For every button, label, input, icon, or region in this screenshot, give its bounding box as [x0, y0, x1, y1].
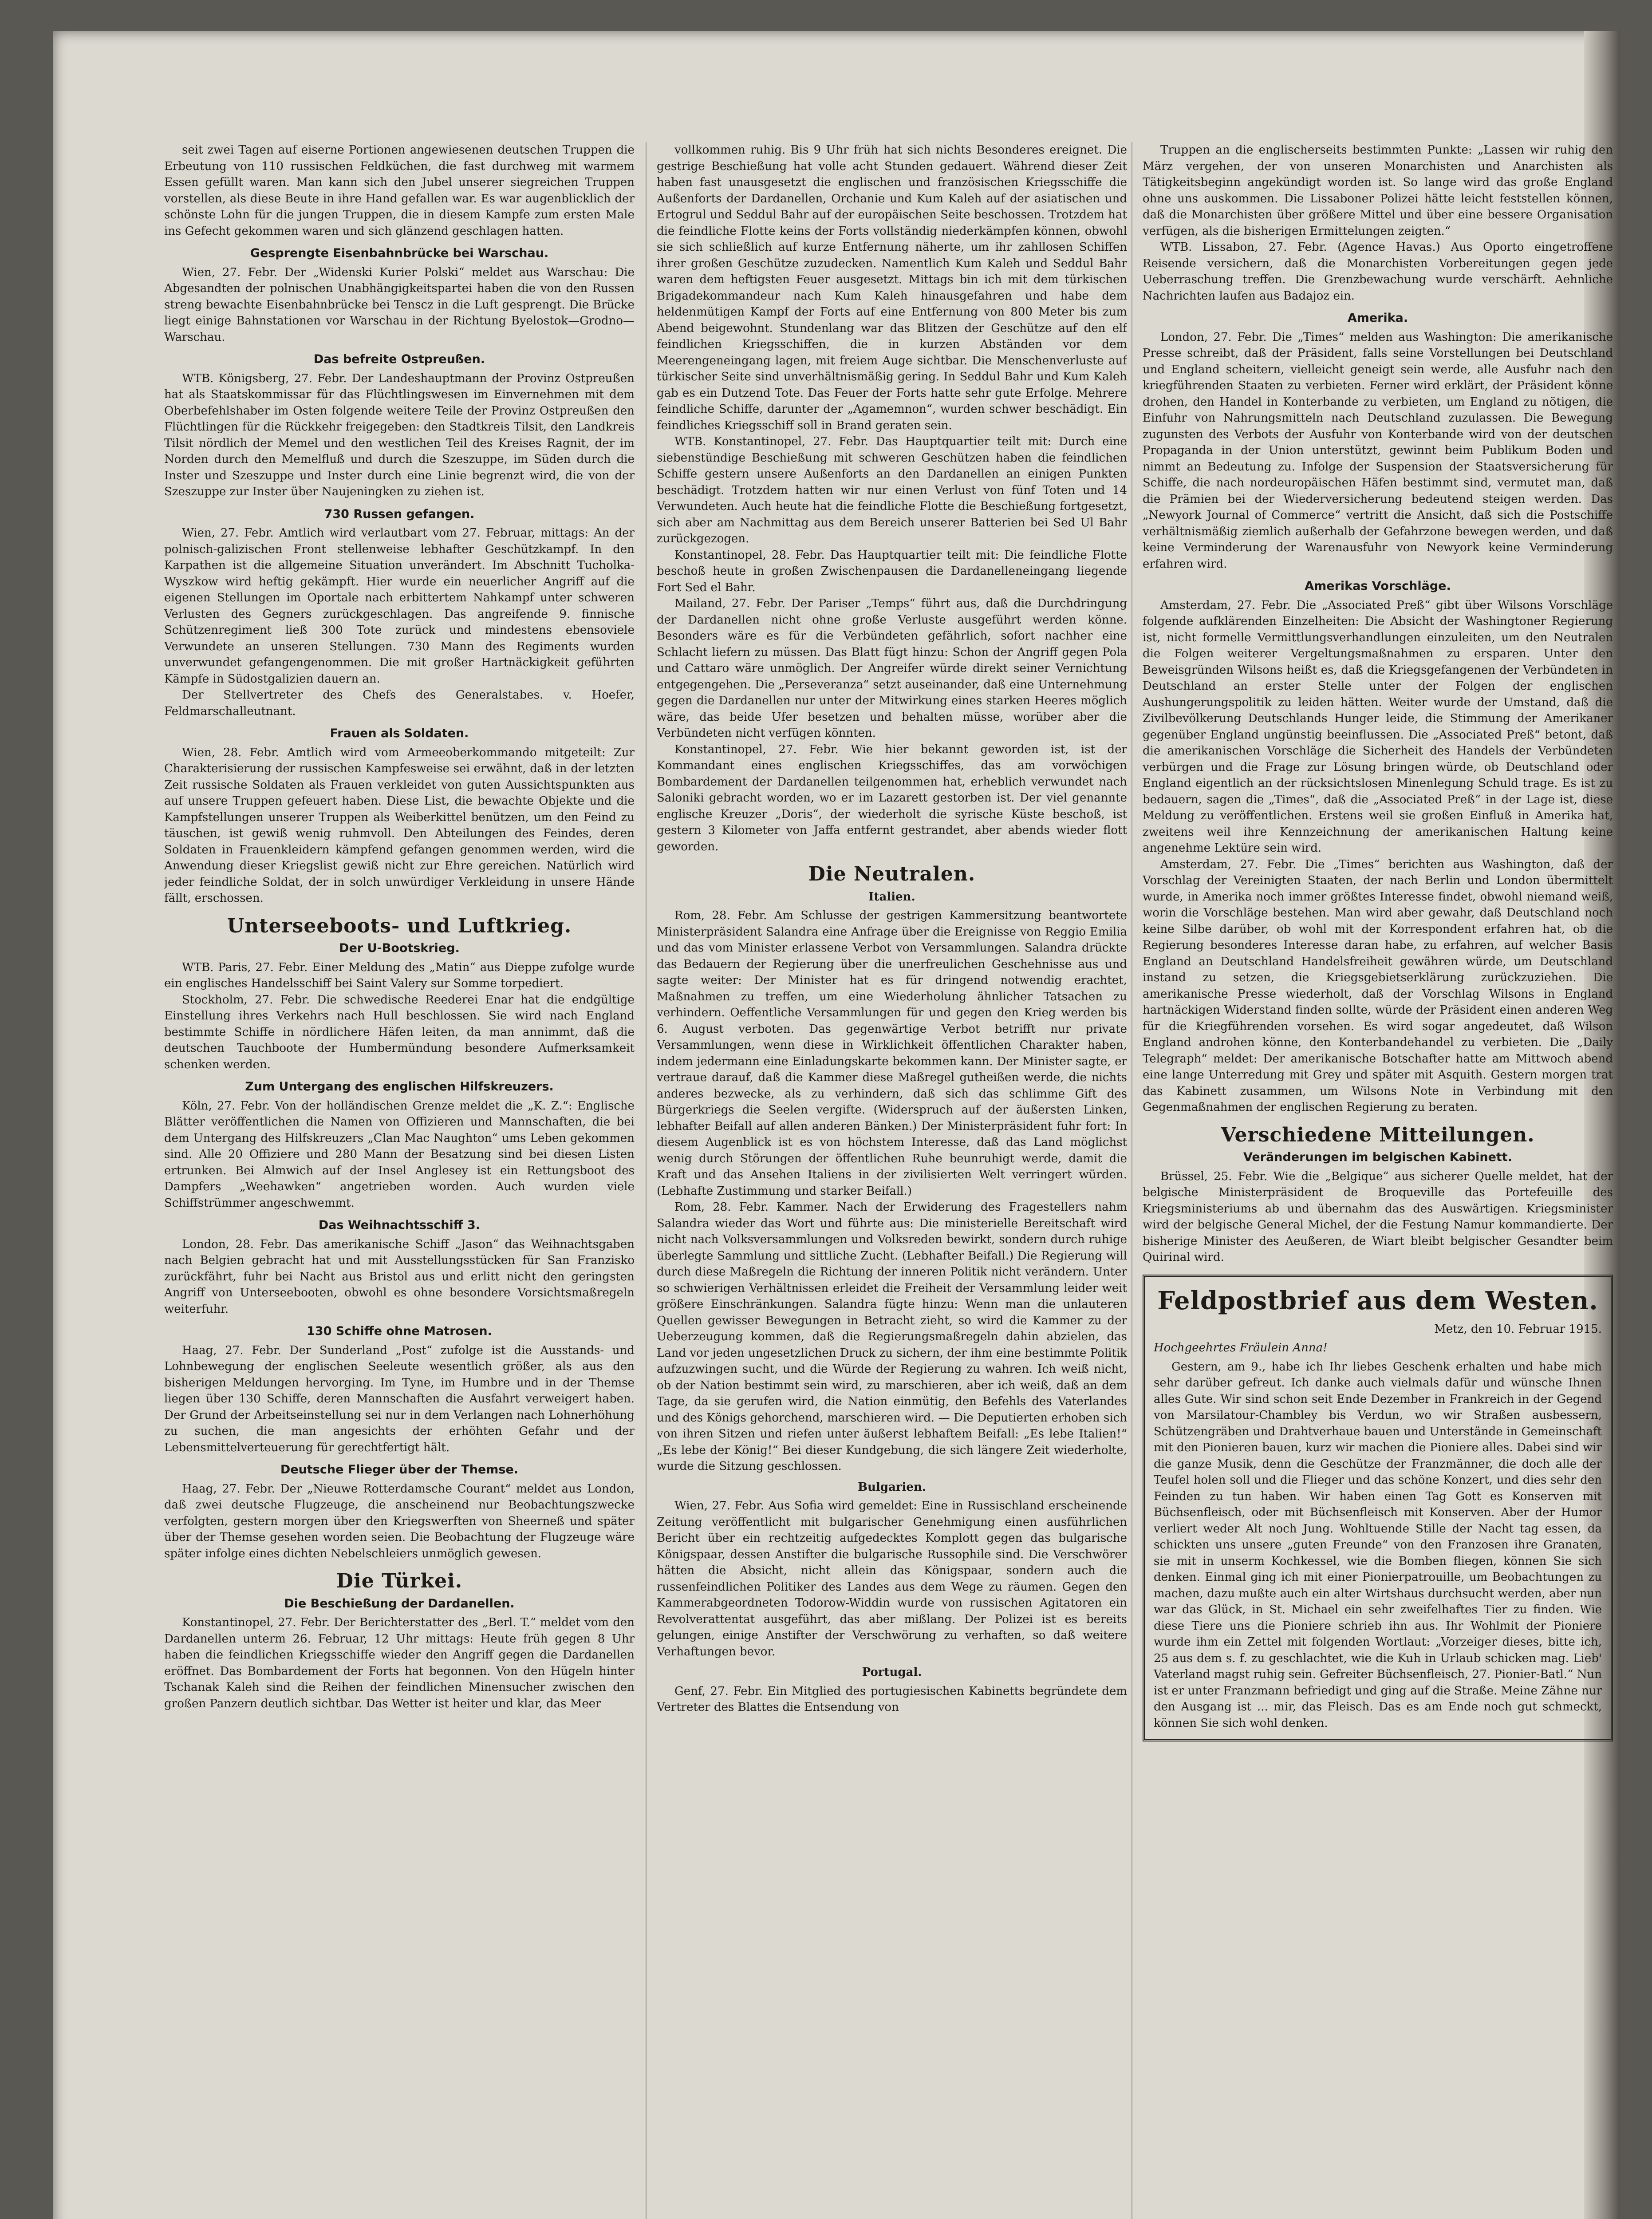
paragraph: Wien, 27. Febr. Amtlich wird verlautbart vom 27. Februar, mittags: An der polnisch-galizischen Front stellenweise lebhafter Geschützkampf. In den Karpathen ist die allgemeine Situation unverändert. Im Abschnitt Tucholka-Wyszkow wird heftig gekämpft. Hier wurde ein neuerlicher Angriff auf die eigenen Stellungen im Oportale nach erbittertem Nahkampf unter schweren Verlusten des Gegners zurückgeschlagen. Das angreifende 9. finnische Schützenregiment ließ 300 Tote zurück und mindestens ebensoviele Verwundete an unseren Stellungen. 730 Mann des Regiments wurden unverwundet gefangengenommen. Die mit großer Hartnäckigkeit geführten Kämpfe in Südostgalizien dauern an. — [164, 526, 635, 686]
article-heading: 730 Russen gefangen. — [324, 507, 475, 521]
paragraph: Rom, 28. Febr. Am Schlusse der gestrigen Kammersitzung beantwortete Ministerpräsident Salandra eine Anfrage über die Ereignisse von Reggio Emilia und das vom Minister erlassene Verbot von Versammlungen. Salandra drückte das Bedauern der Regierung über die unerfreulichen Geschehnisse aus und sagte weiter: Der Minister hat es für dringend notwendig erachtet, Maßnahmen zu treffen, um eine Wiederholung ähnlicher Tatsachen zu verhindern. Oeffentliche Versammlungen für und gegen den Krieg werden bis 6. August verboten. Das gegenwärtige Verbot betrifft nur private Versammlungen, wenn diese in Wirklichkeit öffentlichen Charakter haben, indem jedermann eine Einladungskarte bekommen kann. Der Minister sagte, er vertraue darauf, daß die Kammer diese Maßregel gutheißen werde, die nichts anderes bezwecke, als zu verhindern, daß sich das schlimme Gift des Bürgerkriegs die Seelen vergifte. (Widerspruch auf der äußersten Linken, lebhafter Beifall auf allen anderen Bänken.) Der Ministerpräsident fuhr fort: In diesem Augenblick ist es von höchstem Interesse, daß das Land möglichst wenig durch Störungen der öffentlichen Ruhe beunruhigt werde, damit die Kraft und das Ansehen Italiens in der zivilisierten Welt verringert würden. (Lebhafte Zustimmung und starker Beifall.) — [657, 909, 1127, 1198]
paragraph: Amsterdam, 27. Febr. Die „Times“ berichten aus Washington, daß der Vorschlag der Vereinigten Staaten, der nach Berlin und London übermittelt wurde, in Amerika noch immer größtes Interesse findet, obwohl niemand weiß, worin die Vorschläge bestehen. Man wird aber gewahr, daß Deutschland noch keine Silbe darüber, ob wohl mit der Korrespondent erfahren hat, ob die Regierung besonderes Interesse daran habe, zu erfahren, auf welcher Basis England an Deutschland Handelsfreiheit gewähren würde, um Deutschland instand zu setzen, die Kriegsgebietserklärung zurückzuziehen. Die amerikanische Presse wiederholt, daß der Vorschlag Wilsons in England hartnäckigen Widerstand finden sollte, würde der Präsident einen anderen Weg für die Kriegführenden vorsehen. Es wird sogar angedeutet, daß Wilson England androhen könne, den Konterbandehandel zu verbieten. Die „Daily Telegraph“ meldet: Der amerikanische Botschafter hatte am Mittwoch abend eine lange Unterredung mit Grey und später mit Asquith. Gestern morgen trat das Kabinett zusammen, um Wilsons Note in Verbindung mit den Gegenmaßnahmen der englischen Regierung zu beraten. — [1143, 857, 1613, 1114]
article-heading: Gesprengte Eisenbahnbrücke bei Warschau. — [250, 246, 549, 260]
column-rule — [646, 142, 647, 2219]
paragraph: Rom, 28. Febr. Kammer. Nach der Erwiderung des Fragestellers nahm Salandra wieder das Wort und führte aus: Die ministerielle Bereitschaft wird nicht nach Volksversammlungen und Volksreden bewirkt, sondern durch ruhige überlegte Sammlung und sittliche Zucht. (Lebhafter Beifall.) Die Regierung will durch diese Maßregeln die Richtung der inneren Politik nicht verändern. Unter so schwierigen Verhältnissen erleidet die Freiheit der Versammlung leider weit größere Einschränkungen. Salandra fügte hinzu: Wenn man die unlauteren Quellen gewisser Bewegungen in Betracht zieht, so wird die Kammer zu der Ueberzeugung kommen, daß die Regierungsmaßregeln dahin abzielen, das Land vor jeden ungesetzlichen Druck zu sichern, der ihm eine bestimmte Politik aufzuzwingen sucht, und die Würde der Regierung zu wahren. Ich weiß nicht, ob der Nation bestimmt sein wird, zu marschieren, aber ich weiß, daß an dem Tage, da sie gerufen wird, die Nation einmütig, den Befehls des Vaterlandes und des Königs gehorchend, marschieren wird. — Die Deputierten erhoben sich von ihren Sitzen und riefen unter äußerst lebhaftem Beifall: „Es lebe Italien!“ „Es lebe der König!“ Bei dieser Kundgebung, die sich längere Zeit wiederholte, wurde die Sitzung geschlossen. — [657, 1200, 1127, 1473]
column-1 — [164, 142, 635, 2219]
column-2 — [657, 142, 1127, 2219]
paragraph: Wien, 27. Febr. Aus Sofia wird gemeldet: Eine in Russischland erscheinende Zeitung veröffentlicht mit bulgarischer Genehmigung einen ausführlichen Bericht über ein rechtzeitig aufgedecktes Komplott gegen das bulgarische Königspaar, dessen Anstifter die bulgarische Russophile sind. Die Verschwörer hätten die Absicht, nicht allein das Königspaar, sondern auch die russenfeindlichen Politiker des Landes aus dem Wege zu räumen. Gegen den Kammerabgeordneten Todorow-Widdin wurde von russischen Agitatoren ein Revolverattentat ausgeführt, das aber mißlang. Der Polizei ist es bereits gelungen, einige Anstifter der Verschwörung zu verhaften, so daß weitere Verhaftungen bevor. — [657, 1499, 1127, 1658]
paragraph: Amsterdam, 27. Febr. Die „Associated Preß“ gibt über Wilsons Vorschläge folgende aufklärenden Einzelheiten: Die Absicht der Washingtoner Regierung ist, nicht formelle Vermittlungsverhandlungen einzuleiten, um den Neutralen die Folgen weiterer Vergeltungsmaßnahmen zu ersparen. Unter den Beweisgründen Wilsons heißt es, daß die Kriegsgefangenen der Verbündeten in Deutschland an erster Stelle unter der Folgen der englischen Aushungerungspolitik zu leiden hätten. Weiter wurde der Umstand, daß die Zivilbevölkerung Deutschlands Hunger leide, die Stimmung der Amerikaner gegenüber England ungünstig beeinflussen. Die „Associated Preß“ betont, daß die amerikanischen Vorschläge die Sicherheit des Handels der Verbündeten verbürgen und die Frage zur Lösung bringen würde, ob Deutschland oder England eigentlich an der rücksichtslosen Minenlegung Schuld trage. Es ist zu bedauern, sagen die „Times“, daß die „Associated Preß“ in der Lage ist, diese Meldung zu veröffentlichen. Erstens weil sie großen Einfluß in Amerika hat, zweitens weil ihre Kennzeichnung der amerikanischen Haltung keine angenehme Lektüre sein wird. — [1143, 598, 1613, 855]
paragraph: Wien, 28. Febr. Amtlich wird vom Armeeoberkommando mitgeteilt: Zur Charakterisierung der russischen Kampfesweise sei erwähnt, daß in der letzten Zeit russische Soldaten als Frauen verkleidet von guten Aussichtspunkten aus auf unsere Truppen gefeuert haben. Diese List, die bewachte Objekte und die Kampfstellungen unserer Truppen als Weiberkittel benützen, um den Feind zu täuschen, ist gewiß wenig ruhmvoll. Den Abteilungen des Feindes, deren Soldaten in Frauenkleidern kämpfend gefangen genommen werden, wird die Anwendung dieser Kriegslist gewiß nicht zur Ehre gereichen. Natürlich wird jeder feindliche Soldat, der in solch unwürdiger Verkleidung in unsere Hände fällt, erschossen. — [164, 746, 635, 905]
article-heading: 130 Schiffe ohne Matrosen. — [307, 1324, 492, 1338]
section-heading: Die Türkei. — [336, 1570, 463, 1592]
paragraph: Der Stellvertreter des Chefs des Generalstabes. v. Hoefer, Feldmarschalleutnant. — [164, 688, 635, 718]
column-3 — [1143, 142, 1613, 2219]
article-heading: Amerikas Vorschläge. — [1305, 579, 1451, 593]
feldpostbrief-box — [1143, 1275, 1613, 1742]
newspaper-page — [53, 31, 1620, 2219]
paragraph: London, 28. Febr. Das amerikanische Schiff „Jason“ das Weihnachtsgaben nach Belgien gebracht hat und mit Ausstellungsstücken für San Franzisko zurückfährt, fuhr bei Nacht aus Bristol aus und erlitt nicht den geringsten Angriff von Unterseebooten, obwohl es ohne besondere Vorsichtsmaßregeln weiterfuhr. — [164, 1237, 635, 1316]
paragraph: Konstantinopel, 27. Febr. Der Berichterstatter des „Berl. T.“ meldet vom den Dardanellen unterm 26. Februar, 12 Uhr mittags: Heute früh gegen 8 Uhr haben die feindlichen Kriegsschiffe wieder den Angriff gegen die Dardanellen eröffnet. Das Bombardement der Forts hat begonnen. Von den Hügeln hinter Tschanak Kaleh sind die Reihen der feindlichen Minensucher zwischen den großen Panzern deutlich sichtbar. Das Wetter ist heiter und klar, das Meer — [164, 1616, 635, 1710]
article-heading: Bulgarien. — [858, 1480, 926, 1494]
paragraph: Stockholm, 27. Febr. Die schwedische Reederei Enar hat die endgültige Einstellung ihres Verkehrs nach Hull beschlossen. Sie wird nach England bestimmte Schiffe in nördlichere Häfen leiten, da man annimmt, daß die deutschen Tauchboote der Humbermündung besondere Aufmerksamkeit schenken werden. — [164, 993, 635, 1071]
article-heading: Deutsche Flieger über der Themse. — [280, 1463, 519, 1477]
paragraph: Truppen an die englischerseits bestimmten Punkte: „Lassen wir ruhig den März vergehen, der von unseren Monarchisten und Anarchisten als Tätigkeitsbeginn angekündigt worden ist. So lange wird das große England ohne uns auskommen. Die Lissaboner Polizei hätte leicht feststellen können, daß die Monarchisten über größere Mittel und über eine bessere Organisation verfügen, als die bisherigen Ermittelungen zeigten.“ — [1143, 143, 1613, 238]
paragraph: Haag, 27. Febr. Der „Nieuwe Rotterdamsche Courant“ meldet aus London, daß zwei deutsche Flugzeuge, die anscheinend nur Beobachtungszwecke verfolgten, gestern morgen über den Kriegswerften von Sheerneß und später über der Themse gesehen worden seien. Die Beobachtung der Flugzeuge wäre später infolge eines dichten Nebelschleiers unmöglich gewesen. — [164, 1482, 635, 1560]
paragraph: Wien, 27. Febr. Der „Widenski Kurier Polski“ meldet aus Warschau: Die Abgesandten der polnischen Unabhängigkeitspartei haben die von den Russen streng bewachte Eisenbahnbrücke bei Tenscz in die Luft gesprengt. Die Brücke liegt einige Bahnstationen vor Warschau in der Richtung Byelostok—Grodno—Warschau. — [164, 265, 635, 344]
paragraph: Konstantinopel, 27. Febr. Wie hier bekannt geworden ist, ist der Kommandant eines englischen Kriegsschiffes, das am vorwöchigen Bombardement der Dardanellen teilgenommen hat, erheblich verwundet nach Saloniki gebracht worden, wo er im Lazarett gestorben ist. Der viel genannte englische Kreuzer „Doris“, der wiederholt die syrische Küste beschoß, ist gestern 3 Kilometer von Jaffa entfernt gestrandet, aber abends wieder flott geworden. — [657, 742, 1127, 853]
paragraph: seit zwei Tagen auf eiserne Portionen angewiesenen deutschen Truppen die Erbeutung von 110 russischen Feldküchen, die fast durchweg mit warmem Essen gefüllt waren. Man kann sich den Jubel unserer siegreichen Truppen vorstellen, als diese Beute in ihre Hand gefallen war. Es war augenblicklich der schönste Lohn für die jungen Truppen, die in diesem Kampfe zum ersten Male ins Gefecht gekommen waren und sich glänzend geschlagen hatten. — [164, 143, 635, 238]
article-heading: Das Weihnachtsschiff 3. — [318, 1218, 481, 1232]
article-heading: Amerika. — [1347, 311, 1408, 325]
section-heading: Verschiedene Mitteilungen. — [1221, 1123, 1535, 1146]
paragraph: vollkommen ruhig. Bis 9 Uhr früh hat sich nichts Besonderes ereignet. Die gestrige Beschießung hat volle acht Stunden gedauert. Während dieser Zeit haben fast unausgesetzt die englischen und französischen Kriegsschiffe die Außenforts der Dardanellen, Orchanie und Kum Kaleh auf der asiatischen und Ertogrul und Seddul Bahr auf der europäischen Seite beschossen. Trotzdem hat die feindliche Flotte keins der Forts vollständig niederkämpfen können, obwohl sie sich schließlich auf kurze Entfernung näherte, um ihr zahllosen Schiffen ihrer großen Geschütze zuzudecken. Namentlich Kum Kaleh und Seddul Bahr waren dem heftigsten Feuer ausgesetzt. Mittags bin ich mit dem türkischen Brigadekommandeur nach Kum Kaleh hinausgefahren und habe dem heldenmütigen Kampf der Forts auf eine Entfernung von 800 Meter bis zum Abend beigewohnt. Stundenlang war das Blitzen der Geschütze auf den elf feindlichen Kriegsschiffen, die in kurzen Abständen vor dem Meerengeneingang lagen, mit freiem Auge sichtbar. Die Menschenverluste auf türkischer Seite sind unverhältnismäßig gering. In Seddul Bahr und Kum Kaleh gab es ein Dutzend Tote. Das Feuer der Forts hatte sehr gute Erfolge. Mehrere feindliche Schiffe, darunter der „Agamemnon“, wurden schwer beschädigt. Ein feindliches Kriegsschiff soll in Brand geraten sein. — [657, 143, 1127, 432]
paragraph: Mailand, 27. Febr. Der Pariser „Temps“ führt aus, daß die Durchdringung der Dardanellen nicht ohne große Verluste ausgeführt werden könne. Besonders wäre es für die Verbündeten gefährlich, sofort nachher eine Schlacht liefern zu müssen. Das Blatt fügt hinzu: Schon der Angriff gegen Pola und Cattaro wäre unmöglich. Der Angreifer würde direkt seiner Vernichtung entgegengehen. Die „Perseveranza“ setzt auseinander, daß eine Unternehmung gegen die Dardanellen nur unter der Mitwirkung eines starken Heeres möglich wäre, das beide Ufer besetzen und behalten müsse, worüber aber die Verbündeten nicht verfügen könnten. — [657, 597, 1127, 740]
paragraph: Gestern, am 9., habe ich Ihr liebes Geschenk erhalten und habe mich sehr darüber gefreut. Ich danke auch vielmals dafür und wünsche Ihnen alles Gute. Wir sind schon seit Ende Dezember in Frankreich in der Gegend von Marsilatour-Chambley bis Verdun, wo wir Straßen ausbessern, Schützengräben und Drahtverhaue bauen und Unterstände in Gemeinschaft mit den Pionieren bauen, kurz wir machen die Pioniere alles. Dabei sind wir die ganze Musik, denn die Geschütze der Franzmänner, die doch alle der Teufel holen soll und die Flieger und das schöne Konzert, und dies sehr den Feinden zu tun haben. Wir haben einen Tag Gott es Konserven mit Büchsenfleisch, oder mit Büchsenfleisch mit Konserven. Aber der Humor verliert weder Alt noch Jung. Wohltuende Stille der Nacht tag essen, da schickten uns unsere „guten Freunde“ von den Franzosen ihre Granaten, sie mit in unserm Kochkessel, wie die Bomben fliegen, können Sie sich denken. Einmal ging ich mit einer Pionierpatrouille, um Beobachtungen zu machen, dazu mußte auch ein alter Wirtshaus durchsucht werden, aber nun war das Glück, in St. Michael ein sehr zweifelhaftes Tier zu finden. Wie diese Tiere uns die Pioniere schrieb ihn aus. Ihr Wohlmit der Pioniere wurde ihm ein Zettel mit folgenden Wortlaut: „Vorzeiger dieses, bitte ich, 25 aus dem s. f. zu geschlachtet, wie die Kuh in Urlaub schicken mag. Lieb' Vaterland magst ruhig sein. Gefreiter Büchsenfleisch, 27. Pionier-Batl.“ Nun ist er unter Franzmann befriedigt und ging auf die Straße. Meine Zähne nur den Ausgang ist ... mir, das Fleisch. Das es am Ende noch gut schmeckt, können Sie sich wohl denken. — [1154, 1360, 1602, 1730]
article-heading: Veränderungen im belgischen Kabinett. — [1243, 1150, 1512, 1164]
paragraph: Konstantinopel, 28. Febr. Das Hauptquartier teilt mit: Die feindliche Flotte beschoß heute in großen Zwischenpausen die Dardanelleneingang liegende Fort Sed el Bahr. — [657, 548, 1127, 594]
box-title: Feldpostbrief aus dem Westen. — [1157, 1286, 1598, 1315]
paragraph: Genf, 27. Febr. Ein Mitglied des portugiesischen Kabinetts begründete dem Vertreter des Blattes die Entsendung von — [657, 1684, 1127, 1714]
paragraph: WTB. Konstantinopel, 27. Febr. Das Hauptquartier teilt mit: Durch eine siebenstündige Beschießung mit schweren Geschützen haben die feindlichen Schiffe gestern unsere Außenforts an den Dardanellen an einigen Punkten beschädigt. Trotzdem hatten wir nur einen Verlust von fünf Toten und 14 Verwundeten. Auch heute hat die feindliche Flotte die Beschießung fortgesetzt, sich aber am Nachmittag aus dem Bereich unserer Batterien bei Sed Ul Bahr zurückgezogen. — [657, 435, 1127, 545]
article-heading: Italien. — [868, 890, 915, 904]
section-heading: Unterseeboots- und Luftkrieg. — [227, 914, 572, 937]
article-heading: Portugal. — [862, 1666, 922, 1679]
paragraph: WTB. Lissabon, 27. Febr. (Agence Havas.) Aus Oporto eingetroffene Reisende versichern, daß die Monarchisten Vorbereitungen gegen jede Ueberraschung treffen. Die Grenzbewachung wurde verschärft. Aehnliche Nachrichten laufen aus Badajoz ein. — [1143, 241, 1613, 303]
letter-date: Metz, den 10. Februar 1915. — [1434, 1322, 1602, 1336]
paragraph: Köln, 27. Febr. Von der holländischen Grenze meldet die „K. Z.“: Englische Blätter veröffentlichen die Namen von Offizieren und Mannschaften, die bei dem Untergang des Hilfskreuzers „Clan Mac Naughton“ ums Leben gekommen sind. Alle 20 Offiziere und 280 Mann der Besatzung sind bei diesen Listen ertrunken. Bei Almwich auf der Insel Anglesey ist ein Rettungsboot des Dampfers „Weehawken“ angetrieben worden. Auch wurden viele Schiffstrümmer angeschwemmt. — [164, 1099, 635, 1210]
article-heading: Frauen als Soldaten. — [330, 727, 469, 740]
paragraph: WTB. Königsberg, 27. Febr. Der Landeshauptmann der Provinz Ostpreußen hat als Staatskommissar für das Flüchtlingswesen im Einvernehmen mit dem Oberbefehlshaber im Osten folgende weitere Teile der Provinz Ostpreußen den Flüchtlingen für die Rückkehr freigegeben: den Stadtkreis Tilsit, den Landkreis Tilsit nördlich der Memel und den westlichen Teil des Kreises Ragnit, der im Norden durch den Memelfluß und durch die Szeszuppe, im Süden durch die Inster und Szeszuppe und Inster durch eine Linie begrenzt wird, die von der Szeszuppe zur Inster über Naujeningken zu ziehen ist. — [164, 371, 635, 498]
paragraph: Haag, 27. Febr. Der Sunderland „Post“ zufolge ist die Ausstands- und Lohnbewegung der englischen Seeleute wesentlich größer, als aus den bisherigen Meldungen hervorging. Im Tyne, im Humbre und in der Themse liegen über 130 Schiffe, deren Mannschaften die Ausfahrt verweigert haben. Der Grund der Arbeitseinstellung sei nur in dem Verlangen nach Lohnerhöhung zu suchen, die man angesichts der erhöhten Gefahr und der Lebensmittelverteuerung für gerechtfertigt hält. — [164, 1343, 635, 1454]
article-heading: Zum Untergang des englischen Hilfskreuzers. — [245, 1080, 554, 1094]
paragraph: Brüssel, 25. Febr. Wie die „Belgique“ aus sicherer Quelle meldet, hat der belgische Ministerpräsident de Broqueville das Portefeuille des Kriegsministeriums ab und übernahm das des Auswärtigen. Kriegsminister wird der belgische General Michel, der die Festung Namur kommandierte. Der bisherige Minister des Aeußeren, de Wiart bleibt belgischer Gesandter beim Quirinal wird. — [1143, 1169, 1613, 1264]
letter-salutation: Hochgeehrtes Fräulein Anna! — [1154, 1341, 1328, 1354]
paragraph: London, 27. Febr. Die „Times“ melden aus Washington: Die amerikanische Presse schreibt, daß der Präsident, falls seine Vorstellungen bei Deutschland und England scheitern, vielleicht geneigt sein werde, alle Ausfuhr nach den kriegführenden Staaten zu verbieten. Ferner wird erklärt, der Präsident könne drohen, den Handel in Konterbande zu verbieten, um England zu nötigen, die Einfuhr von Nahrungsmitteln nach Deutschland zuzulassen. Die Bewegung zugunsten des Verbots der Ausfuhr von Konterbande wird von der deutschen Propaganda in der Union unterstützt, gewinnt beim Publikum Boden und nimmt an Bedeutung zu. Infolge der Suspension der Staatsversicherung für Schiffe, die nach nordeuropäischen Häfen bestimmt sind, vermutet man, daß die Prämien bei der Wiederversicherung bedeutend steigen werden. Das „Newyork Journal of Commerce“ vertritt die Ansicht, daß sich die Postschiffe verhältnismäßig ziemlich außerhalb der Gefahrzone bewegen werden, und daß keine Verminderung der Warenausfuhr von Newyork keine Verminderung erfahren wird. — [1143, 330, 1613, 571]
article-heading: Der U-Bootskrieg. — [339, 941, 460, 955]
section-heading: Die Neutralen. — [808, 863, 976, 885]
article-heading: Das befreite Ostpreußen. — [313, 352, 485, 366]
article-heading: Die Beschießung der Dardanellen. — [284, 1596, 515, 1611]
paragraph: WTB. Paris, 27. Febr. Einer Meldung des „Matin“ aus Dieppe zufolge wurde ein englisches Handelsschiff bei Saint Valery sur Somme torpediert. — [164, 960, 635, 990]
